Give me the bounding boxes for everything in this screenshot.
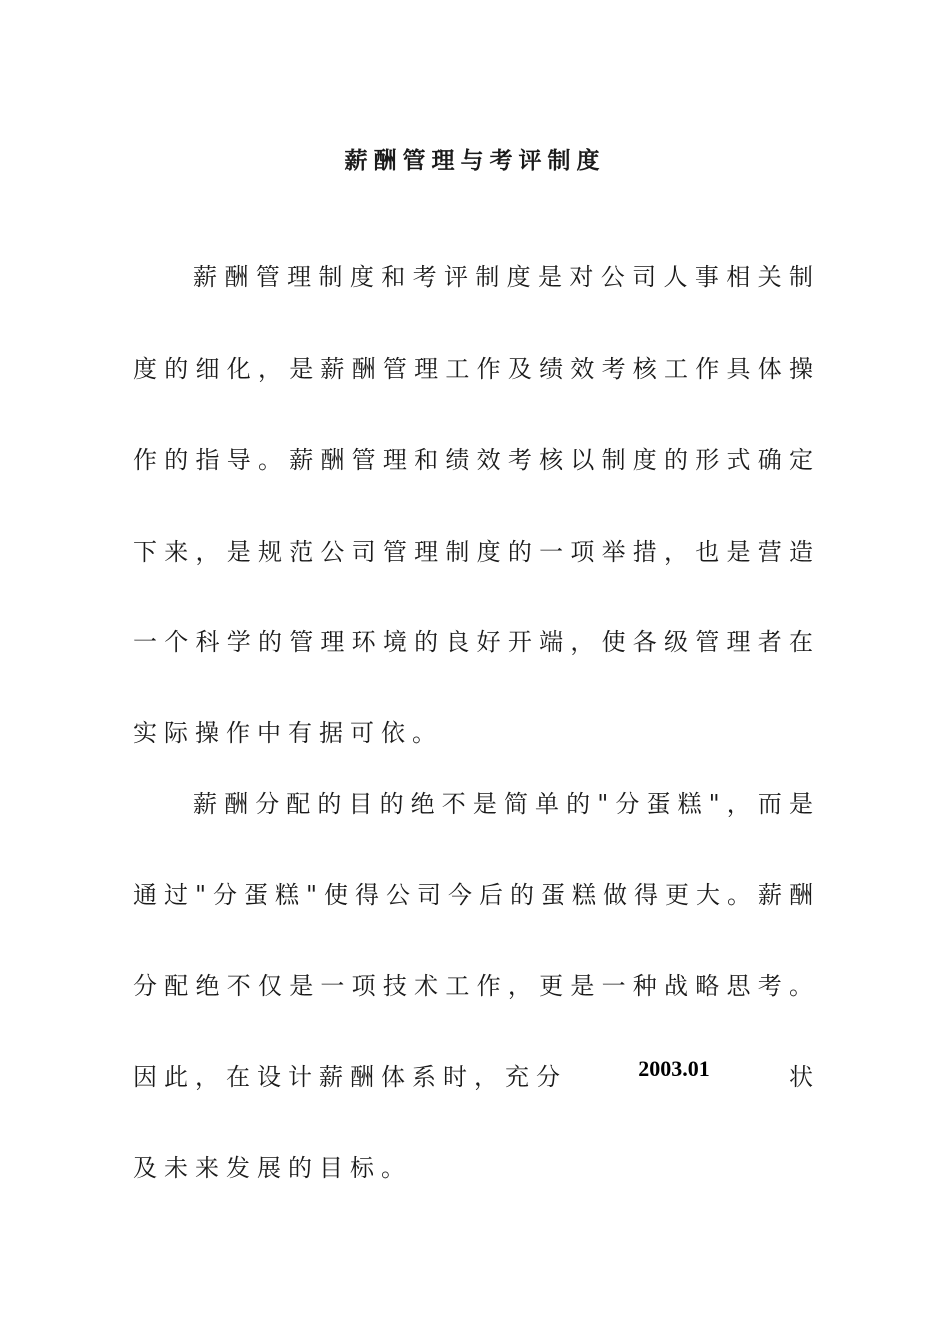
page-title: 薪酬管理与考评制度: [344, 147, 606, 174]
paragraph-line: 薪酬管理制度和考评制度是对公司人事相关制: [193, 263, 813, 291]
paragraph-line: 及未来发展的目标。: [133, 1154, 412, 1182]
paragraph-line: 一个科学的管理环境的良好开端，使各级管理者在: [133, 628, 813, 656]
paragraph-line: 通过"分蛋糕"使得公司今后的蛋糕做得更大。薪酬: [133, 881, 813, 909]
date-stamp: 2003.01: [618, 1054, 730, 1088]
paragraph-line: 实际操作中有据可依。: [133, 719, 443, 747]
paragraph-line: 作的指导。薪酬管理和绩效考核以制度的形式确定: [133, 446, 813, 474]
paragraph-line: 度的细化，是薪酬管理工作及绩效考核工作具体操: [133, 355, 813, 383]
paragraph-line-start: 因此，在设计薪酬体系时，充分: [133, 1063, 567, 1091]
paragraph-line: 下来，是规范公司管理制度的一项举措，也是营造: [133, 538, 813, 566]
paragraph-line: 分配绝不仅是一项技术工作，更是一种战略思考。: [133, 972, 813, 1000]
paragraph-line-end: 状: [789, 1063, 813, 1091]
paragraph-line: 薪酬分配的目的绝不是简单的"分蛋糕"，而是: [193, 790, 813, 818]
